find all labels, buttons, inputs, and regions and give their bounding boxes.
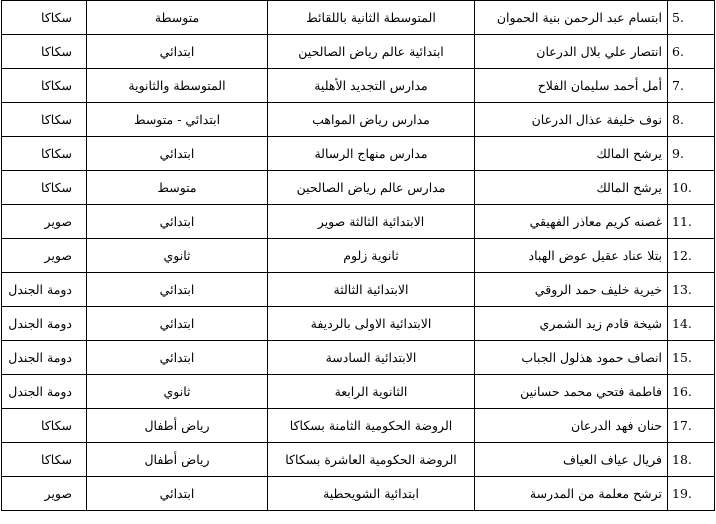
school-name-cell: ابتدائية الشويحطية <box>268 477 475 511</box>
teacher-name-cell: خيرية خليف حمد الروقي <box>475 273 668 307</box>
school-name-cell: مدارس رياض المواهب <box>268 103 475 137</box>
city-name-cell: دومة الجندل <box>2 375 87 409</box>
row-number-cell: .11 <box>668 205 715 239</box>
school-name-cell: مدارس التجديد الأهلية <box>268 69 475 103</box>
city-name-cell: دومة الجندل <box>2 307 87 341</box>
row-number-cell: .5 <box>668 1 715 35</box>
table-body <box>2 1 715 511</box>
city-name-cell: دومة الجندل <box>2 273 87 307</box>
city-name-cell: سكاكا <box>2 409 87 443</box>
table-row <box>2 103 715 137</box>
table-row <box>2 477 715 511</box>
teacher-name-cell: يرشح المالك <box>475 137 668 171</box>
row-number-cell: .15 <box>668 341 715 375</box>
row-number-cell: .14 <box>668 307 715 341</box>
teacher-name-cell: نوف خليفة عذال الدرعان <box>475 103 668 137</box>
school-stage-cell: متوسط <box>87 171 268 205</box>
teacher-name-cell: أمل أحمد سليمان الفلاح <box>475 69 668 103</box>
table-row <box>2 205 715 239</box>
row-number-cell: .19 <box>668 477 715 511</box>
row-number-cell: .16 <box>668 375 715 409</box>
nominees-table <box>1 0 715 511</box>
school-stage-cell: ابتدائي <box>87 137 268 171</box>
city-name-cell: صوير <box>2 239 87 273</box>
city-name-cell: صوير <box>2 477 87 511</box>
city-name-cell: سكاكا <box>2 103 87 137</box>
teacher-name-cell: فريال عياف العياف <box>475 443 668 477</box>
table-row <box>2 137 715 171</box>
row-number-cell: .18 <box>668 443 715 477</box>
table-row <box>2 273 715 307</box>
school-name-cell: الابتدائية الثالثة <box>268 273 475 307</box>
teacher-name-cell: شيخة قادم زيد الشمري <box>475 307 668 341</box>
school-name-cell: ثانوية زلوم <box>268 239 475 273</box>
school-stage-cell: ابتدائي <box>87 341 268 375</box>
teacher-name-cell: ترشح معلمة من المدرسة <box>475 477 668 511</box>
school-name-cell: الابتدائية الثالثة صوير <box>268 205 475 239</box>
city-name-cell: سكاكا <box>2 35 87 69</box>
table-row <box>2 307 715 341</box>
row-number-cell: .12 <box>668 239 715 273</box>
teacher-name-cell: انصاف حمود هذلول الجباب <box>475 341 668 375</box>
city-name-cell: دومة الجندل <box>2 341 87 375</box>
teacher-name-cell: بتلا عناد عقيل عوض الهباد <box>475 239 668 273</box>
school-name-cell: مدارس منهاج الرسالة <box>268 137 475 171</box>
row-number-cell: .10 <box>668 171 715 205</box>
table-row <box>2 375 715 409</box>
school-stage-cell: ابتدائي <box>87 35 268 69</box>
school-stage-cell: المتوسطة والثانوية <box>87 69 268 103</box>
teacher-name-cell: يرشح المالك <box>475 171 668 205</box>
row-number-cell: .13 <box>668 273 715 307</box>
table-row <box>2 341 715 375</box>
table-row <box>2 69 715 103</box>
row-number-cell: .8 <box>668 103 715 137</box>
school-name-cell: الروضة الحكومية الثامنة بسكاكا <box>268 409 475 443</box>
teacher-name-cell: ابتسام عبد الرحمن بنية الحموان <box>475 1 668 35</box>
teacher-name-cell: حنان فهد الدرعان <box>475 409 668 443</box>
school-name-cell: ابتدائية عالم رياض الصالحين <box>268 35 475 69</box>
school-stage-cell: ابتدائي <box>87 307 268 341</box>
school-name-cell: المتوسطة الثانية باللقائط <box>268 1 475 35</box>
table-row <box>2 1 715 35</box>
city-name-cell: سكاكا <box>2 69 87 103</box>
teacher-name-cell: انتصار علي بلال الدرعان <box>475 35 668 69</box>
row-number-cell: .17 <box>668 409 715 443</box>
city-name-cell: سكاكا <box>2 171 87 205</box>
city-name-cell: صوير <box>2 205 87 239</box>
table-row <box>2 443 715 477</box>
school-stage-cell: ابتدائي <box>87 205 268 239</box>
school-name-cell: الابتدائية السادسة <box>268 341 475 375</box>
table-row <box>2 35 715 69</box>
row-number-cell: .7 <box>668 69 715 103</box>
table-row <box>2 171 715 205</box>
row-number-cell: .6 <box>668 35 715 69</box>
school-name-cell: مدارس عالم رياض الصالحين <box>268 171 475 205</box>
school-name-cell: الروضة الحكومية العاشرة بسكاكا <box>268 443 475 477</box>
city-name-cell: سكاكا <box>2 1 87 35</box>
row-number-cell: .9 <box>668 137 715 171</box>
city-name-cell: سكاكا <box>2 443 87 477</box>
school-name-cell: الثانوية الرابعة <box>268 375 475 409</box>
school-stage-cell: متوسطة <box>87 1 268 35</box>
school-stage-cell: ابتدائي <box>87 477 268 511</box>
school-stage-cell: ابتدائي - متوسط <box>87 103 268 137</box>
teacher-name-cell: غصنه كريم معاذر الفهيقي <box>475 205 668 239</box>
school-stage-cell: ابتدائي <box>87 273 268 307</box>
school-stage-cell: ثانوي <box>87 375 268 409</box>
school-stage-cell: رياض أطفال <box>87 443 268 477</box>
school-stage-cell: ثانوي <box>87 239 268 273</box>
table-row <box>2 239 715 273</box>
school-name-cell: الابتدائية الاولى بالرديفة <box>268 307 475 341</box>
table-row <box>2 409 715 443</box>
city-name-cell: سكاكا <box>2 137 87 171</box>
teacher-name-cell: فاطمة فتحي محمد حسانين <box>475 375 668 409</box>
school-stage-cell: رياض أطفال <box>87 409 268 443</box>
